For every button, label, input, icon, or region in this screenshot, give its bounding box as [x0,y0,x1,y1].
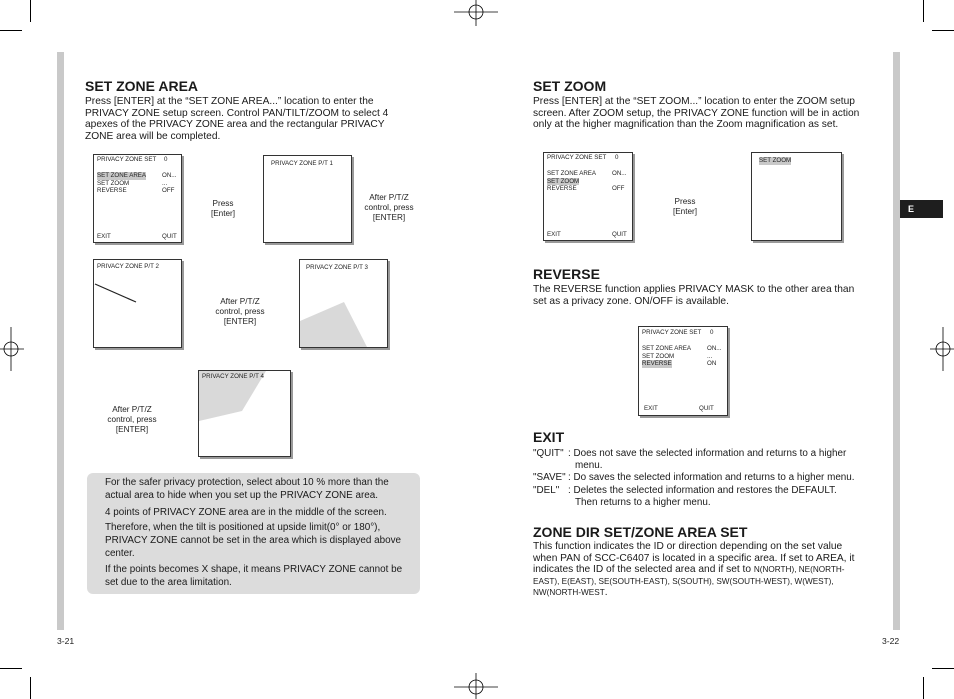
osd-row-value: ... [707,352,713,360]
zone-line-diagram [94,260,181,347]
caption-after-ptz-2: After P/T/Z control, press [ENTER] [215,297,265,326]
osd-row-value: ... [162,179,168,187]
osd-row-label: SET ZOOM [97,179,130,187]
exit-quit-key: "QUIT" [533,448,564,459]
osd-title-value: 0 [615,154,619,161]
exit-save-key: "SAVE" [533,472,566,483]
osd-menu-screen [93,154,182,243]
osd-row-value: ON... [612,170,627,177]
osd-title: PRIVACY ZONE P/T 3 [306,264,368,271]
osd-title: PRIVACY ZONE SET [547,154,607,161]
osd-row-value: ON... [162,172,177,179]
osd-row-value: ON... [707,345,722,352]
zone-dir-text: This function indicates the ID or direction depending on the set value when PAN of SCC-C6407 is located in a specific area. If set to AREA, it indicates the ID of the selected area and if set to [533,541,855,576]
osd-exit: EXIT [97,233,111,240]
osd-title: PRIVACY ZONE SET [642,329,702,336]
osd-row-value: OFF [162,187,175,194]
osd-row-label: SET ZOOM [547,177,580,185]
section-body-zone-dir [533,541,868,599]
section-heading-reverse: REVERSE [533,266,600,282]
exit-del-desc: : Deletes the selected information and restores the DEFAULT. [568,485,837,496]
osd-row-label: SET ZONE AREA [97,172,147,179]
crop-mark [0,668,22,669]
crop-mark [932,668,954,669]
section-heading-set-zoom: SET ZOOM [533,78,607,94]
osd-title: PRIVACY ZONE P/T 4 [202,373,264,380]
osd-row-label: SET ZOOM [642,352,675,360]
note-paragraph: If the points becomes X shape, it means PRIVACY ZONE cannot be set due to the area limitation. [105,564,403,589]
osd-reverse-menu-screen [638,326,728,416]
exit-save-desc: : Do saves the selected information and returns to a higher menu. [568,472,855,483]
crop-mark [30,0,31,22]
osd-row-label: REVERSE [642,360,672,367]
caption-after-ptz-3: After P/T/Z control, press [ENTER] [107,405,157,434]
section-heading-zone-dir: ZONE DIR SET/ZONE AREA SET [533,524,748,540]
osd-row-value: OFF [612,185,625,192]
section-body-set-zone-area: Press [ENTER] at the “SET ZONE AREA...” location to enter the PRIVACY ZONE setup screen. Control PAN/TILT/ZOOM to select 4 apexes of the PRIVACY ZONE area and the rectangular PRIVACY ZONE area will be completed. [85,96,389,142]
osd-exit: EXIT [644,405,658,412]
page-number-left: 3-21 [57,636,75,646]
osd-title-value: 0 [710,329,714,336]
osd-row-label: SET ZONE AREA [547,170,597,177]
osd-screen-pt4 [198,370,291,457]
osd-title-value: 0 [164,156,168,163]
registration-mark-icon [0,327,24,371]
crop-mark [923,0,924,22]
osd-quit: QUIT [162,233,177,240]
osd-screen-pt3 [299,259,388,348]
page-margin-bar [893,52,900,630]
osd-zoom-menu-screen [543,152,633,241]
note-paragraph: For the safer privacy protection, select about 10 % more than the actual area to hide when you set up the PRIVACY ZONE area. [105,477,389,502]
osd-row-label: REVERSE [547,185,577,192]
page-margin-bar [57,52,64,630]
registration-mark-icon [930,327,954,371]
section-body-set-zoom: Press [ENTER] at the “SET ZOOM...” location to enter the ZOOM setup screen. After ZOOM setup, the PRIVACY ZONE function will be in action only at the higher magnification than the Zoom magnification as set. [533,96,860,131]
osd-title: SET ZOOM [759,157,792,164]
language-tab: E [900,200,943,218]
caption-press-enter: Press [Enter] [672,197,698,216]
caption-after-ptz-1: After P/T/Z control, press [ENTER] [364,193,414,222]
osd-title: PRIVACY ZONE P/T 2 [97,263,159,270]
osd-row-label: REVERSE [97,187,127,194]
crop-mark [932,30,954,31]
page-number-right: 3-22 [882,636,900,646]
section-body-reverse: The REVERSE function applies PRIVACY MASK to the other area than set as a privacy zone. ON/OFF is available. [533,284,855,307]
exit-quit-desc-cont: menu. [575,460,603,471]
osd-title: PRIVACY ZONE SET [97,156,157,163]
crop-mark [923,677,924,699]
exit-del-desc-cont: Then returns to a higher menu. [575,497,711,508]
osd-zoom-screen [751,152,842,241]
section-heading-set-zone-area: SET ZONE AREA [85,78,199,94]
crop-mark [0,30,22,31]
crop-mark [30,677,31,699]
osd-quit: QUIT [699,405,714,412]
exit-del-key: "DEL" [533,485,560,496]
osd-row-value: ON [707,360,717,367]
osd-screen-pt2 [93,259,182,348]
zone-dir-directions: N(NORTH), NE(NORTH-EAST), E(EAST), SE(SOUTH-EAST), S(SOUTH), SW(SOUTH-WEST), W(WEST), NW(NORTH-WEST [533,565,845,598]
caption-press-enter: Press [Enter] [210,199,236,218]
osd-screen-pt1 [263,155,352,243]
osd-quit: QUIT [612,231,627,238]
zone-area-diagram [300,260,387,347]
registration-mark-icon [454,0,498,26]
osd-row-label: SET ZONE AREA [642,345,692,352]
zone-area-diagram [199,371,290,456]
note-paragraph: Therefore, when the tilt is positioned at upside limit(0° or 180°), PRIVACY ZONE cannot be set in the area which is displayed above center. [105,522,402,560]
section-heading-exit: EXIT [533,429,565,445]
caution-note [87,473,420,594]
zone-dir-text-end: . [604,587,608,599]
osd-exit: EXIT [547,231,561,238]
registration-mark-icon [454,673,498,699]
osd-title: PRIVACY ZONE P/T 1 [271,160,333,167]
note-paragraph: 4 points of PRIVACY ZONE area are in the middle of the screen. [105,507,387,518]
exit-quit-desc: : Does not save the selected information and returns to a higher [568,448,847,459]
